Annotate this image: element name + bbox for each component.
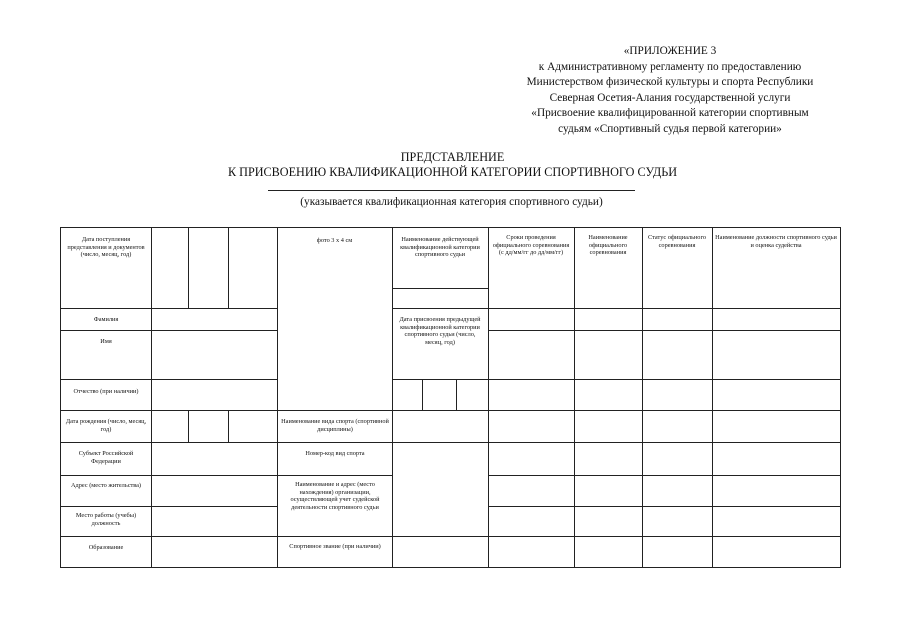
document-title: ПРЕДСТАВЛЕНИЕ	[400, 150, 505, 164]
header-line: «ПРИЛОЖЕНИЕ 3	[623, 45, 717, 57]
competition-status-label: Статус официального соревнования	[647, 234, 707, 249]
assignment-date-label: Дата присвоения предыдущей квалификационной категории спортивного судьи (число, месяц, год)	[399, 316, 481, 346]
sport-name-label: Наименование вида спорта (спортивной дисциплины)	[281, 418, 389, 433]
birth-date-label: Дата рождения (число, месяц, год)	[65, 418, 147, 433]
category-note: (указывается квалификационная категория спортивного судьи)	[300, 196, 603, 208]
region-label: Субъект Российской Федерации	[78, 450, 134, 465]
header-line: к Административному регламенту по предоставлению	[538, 60, 802, 73]
date-received-label: Дата поступления представления и документов (число, месяц, год)	[67, 236, 145, 259]
header-line: Министерством физической культуры и спорта Республики	[526, 76, 814, 89]
document-subtitle: К ПРИСВОЕНИЮ КВАЛИФИКАЦИОННОЙ КАТЕГОРИИ СПОРТИВНОГО СУДЬИ	[227, 165, 678, 179]
first-name-label: Имя	[100, 338, 112, 345]
surname-label: Фамилия	[93, 316, 119, 323]
photo-label: фото 3 х 4 см	[316, 237, 353, 244]
competition-name-label: Наименование официального соревнования	[588, 234, 628, 257]
sport-title-label: Спортивное звание (при наличии)	[289, 543, 381, 550]
workplace-label: Место работы (учебы) должность	[75, 512, 137, 527]
organization-label: Наименование и адрес (место нахождения) организации, осуществляющей учет судейской деятельности спортивного судьи	[290, 481, 380, 511]
sport-code-label: Номер-код вид спорта	[305, 450, 365, 457]
address-label: Адрес (место жительства)	[70, 482, 142, 489]
competition-dates-label: Сроки проведения официального соревнования (с дд/мм/гг до дд/мм/гг)	[492, 234, 570, 257]
header-line: «Присвоение квалифицированной категории спортивным	[531, 107, 809, 120]
header-line: судьям «Спортивный судья первой категории»	[558, 122, 782, 135]
education-label: Образование	[88, 544, 124, 551]
judge-position-label: Наименование должности спортивного судьи и оценка судейства	[715, 234, 837, 249]
patronymic-label: Отчество (при наличии)	[73, 388, 139, 395]
header-line: Северная Осетия-Алания государственной услуги	[549, 91, 791, 104]
current-category-label: Наименование действующей квалификационной категории спортивного судьи	[400, 236, 480, 259]
